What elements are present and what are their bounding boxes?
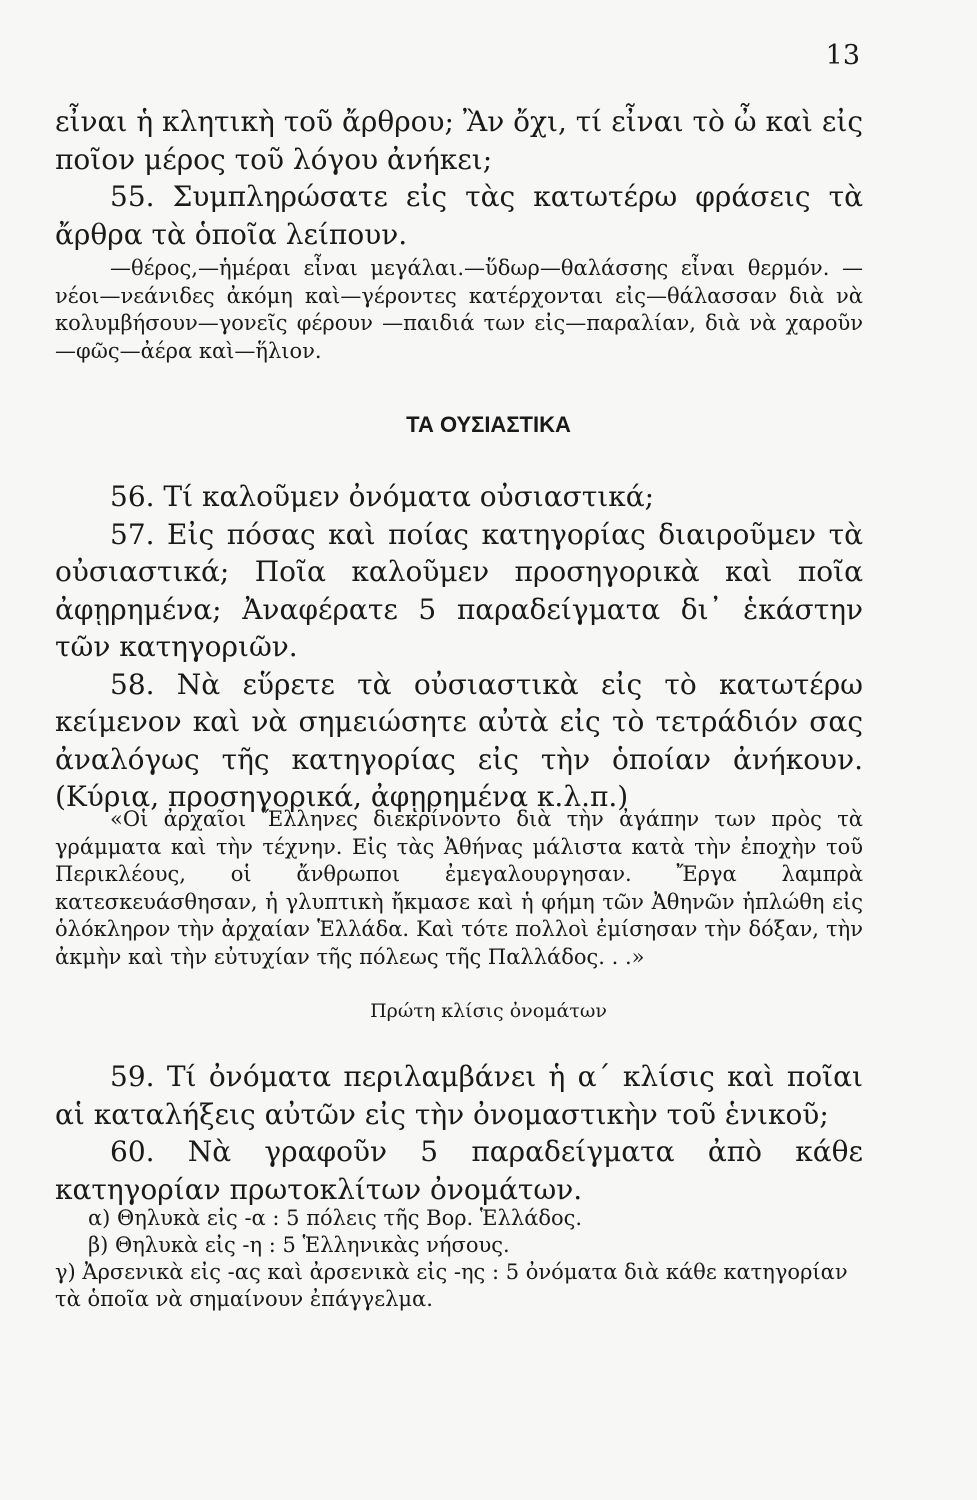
exercise-57: 57. Εἰς πόσας καὶ ποίας κατηγορίας διαιροῦμεν τὰ οὐσιαστικά; Ποῖα καλοῦμεν προσηγορικὰ καὶ ποῖα ἀφῃρημένα; Ἀναφέρατε 5 παραδείγματα δι᾽ ἑκάστην τῶν κατηγοριῶν. — [55, 517, 863, 663]
text-block-1 — [55, 103, 863, 253]
subheading: Πρώτη κλίσις ὀνομάτων — [370, 1000, 607, 1022]
exercise-56: 56. Τί καλοῦμεν ὀνόματα οὐσιαστικά; — [110, 480, 655, 513]
list-item: γ) Ἀρσενικὰ εἰς -ας καὶ ἀρσενικὰ εἰς -ης : 5 ὀνόματα διὰ κάθε κατηγορίαν τὰ ὁποῖα νὰ σημαίνουν ἐπάγγελμα. — [55, 1260, 848, 1311]
paragraph-continued: εἶναι ἡ κλητικὴ τοῦ ἄρθρου; Ἂν ὄχι, τί εἶναι τὸ ὦ καὶ εἰς ποῖον μέρος τοῦ λόγου ἀνήκει; — [55, 105, 863, 176]
quote-passage: «Οἱ ἀρχαῖοι Ἕλληνες διεκρίνοντο διὰ τὴν ἀγάπην των πρὸς τὰ γράμματα καὶ τὴν τέχνην. Εἰς τὰς Ἀθήνας μάλιστα κατὰ τὴν ἐποχὴν τοῦ Περικλέους, οἱ ἄνθρωποι ἐμεγαλουργησαν. Ἔργα λαμπρὰ κατεσκευάσθησαν, ἡ γλυπτικὴ ἤκμασε καὶ ἡ φήμη τῶν Ἀθηνῶν ἡπλώθη εἰς ὁλόκληρον τὴν ἀρχαίαν Ἑλλάδα. Καὶ τότε πολλοὶ ἐμίσησαν τὴν δόξαν, τὴν ἀκμὴν καὶ τὴν εὐτυχίαν τῆς πόλεως τῆς Παλλάδος. . .» — [55, 807, 863, 969]
section-heading: ΤΑ ΟΥΣΙΑΣΤΙΚΑ — [406, 412, 571, 437]
example-list — [55, 1205, 863, 1313]
exercise-55-text: —θέρος,—ἡμέραι εἶναι μεγάλαι.—ὕδωρ—θαλάσσης εἶναι θερμόν. —νέοι—νεάνιδες ἀκόμη καὶ—γέροντες κατέρχονται εἰς—θάλασσαν διὰ νὰ κολυμβήσουν—γονεῖς φέρουν —παιδιά των εἰς—παραλίαν, διὰ νὰ χαροῦν—φῶς—ἀέρα καὶ—ἥλιον. — [55, 256, 863, 363]
exercise-60: 60. Νὰ γραφοῦν 5 παραδείγματα ἀπὸ κάθε κατηγορίαν πρωτοκλίτων ὀνομάτων. — [55, 1135, 863, 1206]
exercise-59: 59. Τί ὀνόματα περιλαμβάνει ἡ α´ κλίσις καὶ ποῖαι αἱ καταλήξεις αὐτῶν εἰς τὴν ὀνομαστικὴν τοῦ ἑνικοῦ; — [55, 1060, 863, 1131]
exercise-55: 55. Συμπληρώσατε εἰς τὰς κατωτέρω φράσεις τὰ ἄρθρα τὰ ὁποῖα λείπουν. — [55, 180, 863, 251]
list-item: α) Θηλυκὰ εἰς -α : 5 πόλεις τῆς Βορ. Ἑλλάδος. — [88, 1206, 583, 1230]
list-item: β) Θηλυκὰ εἰς -η : 5 Ἑλληνικὰς νήσους. — [88, 1233, 510, 1257]
text-block-2 — [55, 478, 863, 816]
text-block-3 — [55, 1058, 863, 1208]
page-number: 13 — [825, 40, 860, 71]
exercise-58: 58. Νὰ εὕρετε τὰ οὐσιαστικὰ εἰς τὸ κατωτέρω κείμενον καὶ νὰ σημειώσητε αὐτὰ εἰς τὸ τετράδιόν σας ἀναλόγως τῆς κατηγορίας εἰς τὴν ὁποίαν ἀνήκουν. (Κύρια, προσηγορικά, ἀφῃρημένα κ.λ.π.) — [55, 667, 863, 813]
